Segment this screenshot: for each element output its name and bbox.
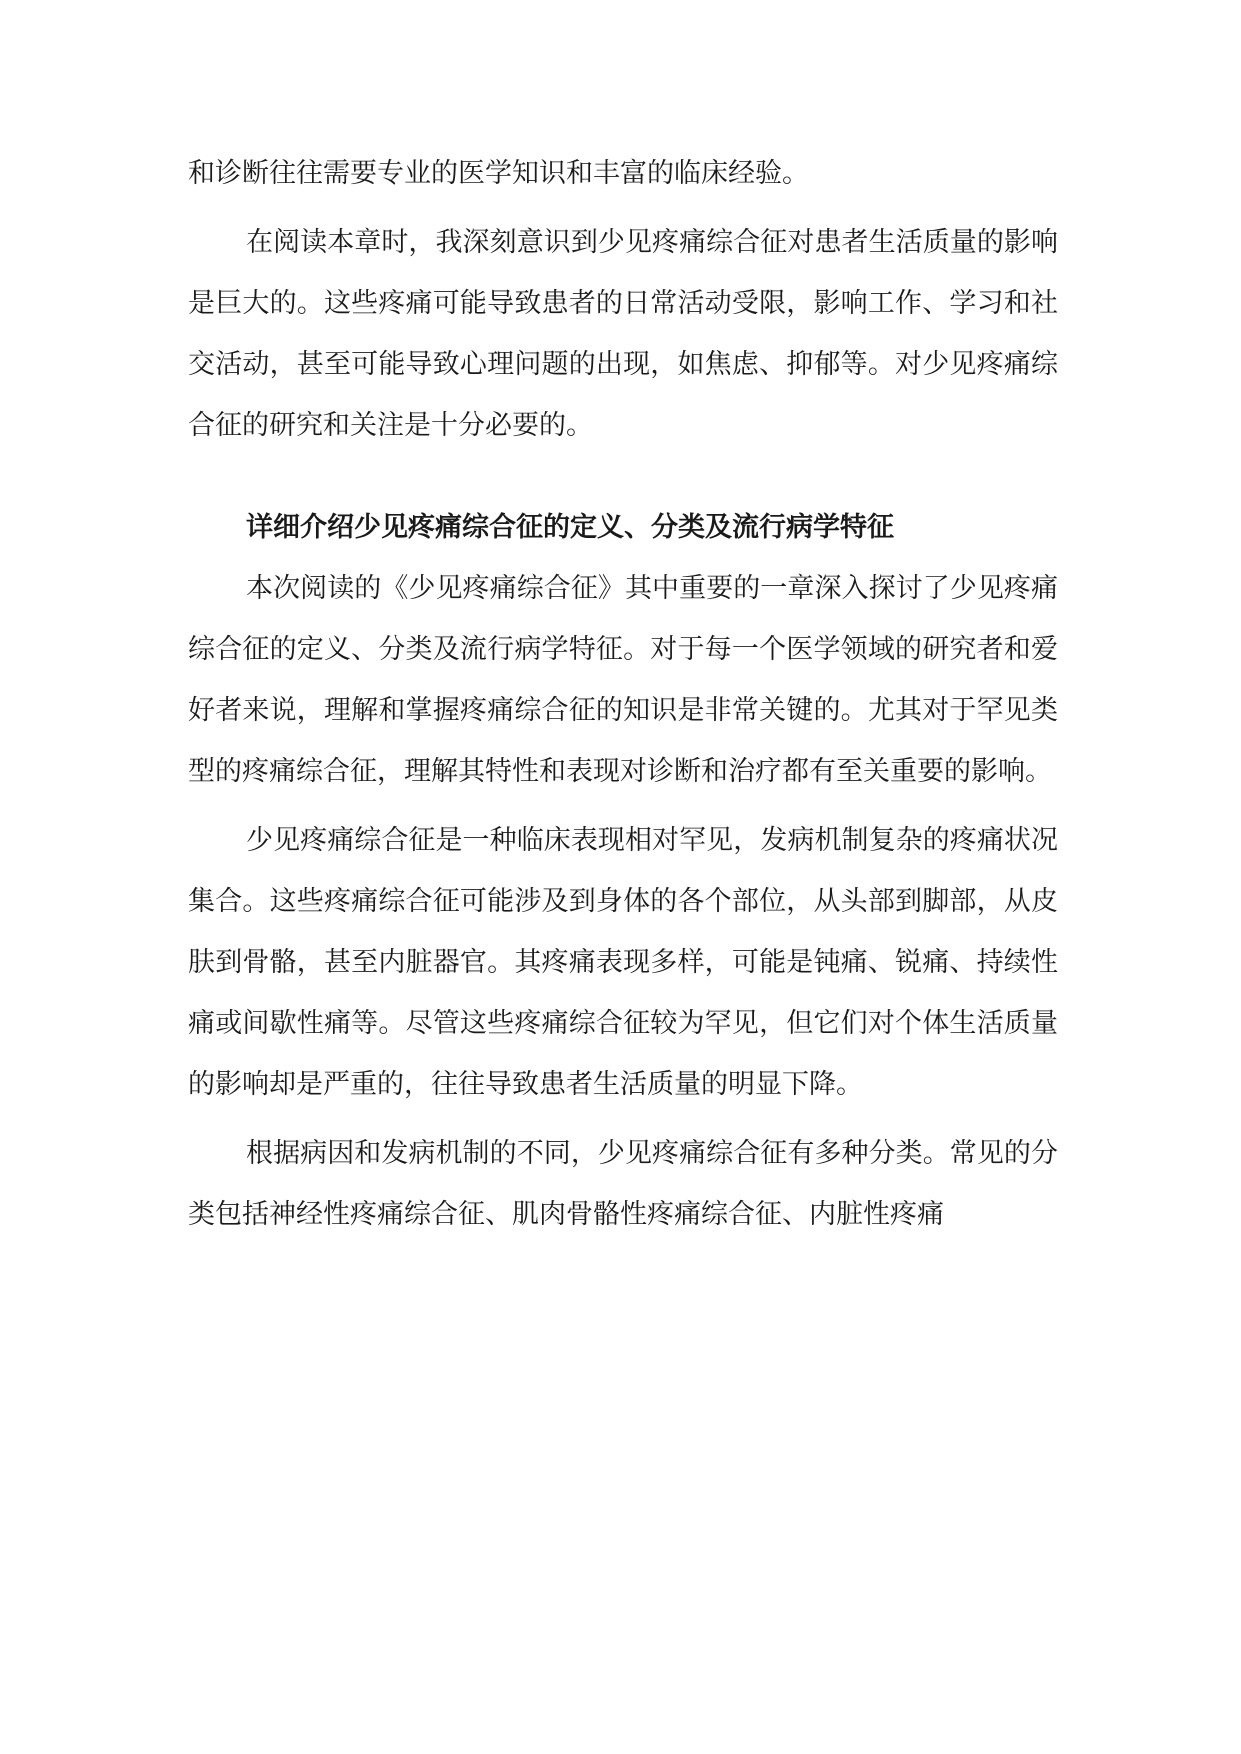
paragraph-continued: 和诊断往往需要专业的医学知识和丰富的临床经验。 xyxy=(188,158,809,189)
document-body xyxy=(188,143,1058,1245)
paragraph-classification: 根据病因和发病机制的不同，少见疼痛综合征有多种分类。常见的分类包括神经性疼痛综合征、肌肉骨骼性疼痛综合征、内脏性疼痛 xyxy=(188,1138,1058,1230)
paragraph-quality-of-life: 在阅读本章时，我深刻意识到少见疼痛综合征对患者生活质量的影响是巨大的。这些疼痛可能导致患者的日常活动受限，影响工作、学习和社交活动，甚至可能导致心理问题的出现，如焦虑、抑郁等。对少见疼痛综合征的研究和关注是十分必要的。 xyxy=(188,227,1058,441)
paragraph-chapter-intro: 本次阅读的《少见疼痛综合征》其中重要的一章深入探讨了少见疼痛综合征的定义、分类及流行病学特征。对于每一个医学领域的研究者和爱好者来说，理解和掌握疼痛综合征的知识是非常关键的。尤其对于罕见类型的疼痛综合征，理解其特性和表现对诊断和治疗都有至关重要的影响。 xyxy=(188,573,1058,787)
section-heading: 详细介绍少见疼痛综合征的定义、分类及流行病学特征 xyxy=(246,512,894,543)
paragraph-definition: 少见疼痛综合征是一种临床表现相对罕见，发病机制复杂的疼痛状况集合。这些疼痛综合征可能涉及到身体的各个部位，从头部到脚部，从皮肤到骨骼，甚至内脏器官。其疼痛表现多样，可能是钝痛、锐痛、持续性痛或间歇性痛等。尽管这些疼痛综合征较为罕见，但它们对个体生活质量的影响却是严重的，往往导致患者生活质量的明显下降。 xyxy=(188,825,1058,1100)
